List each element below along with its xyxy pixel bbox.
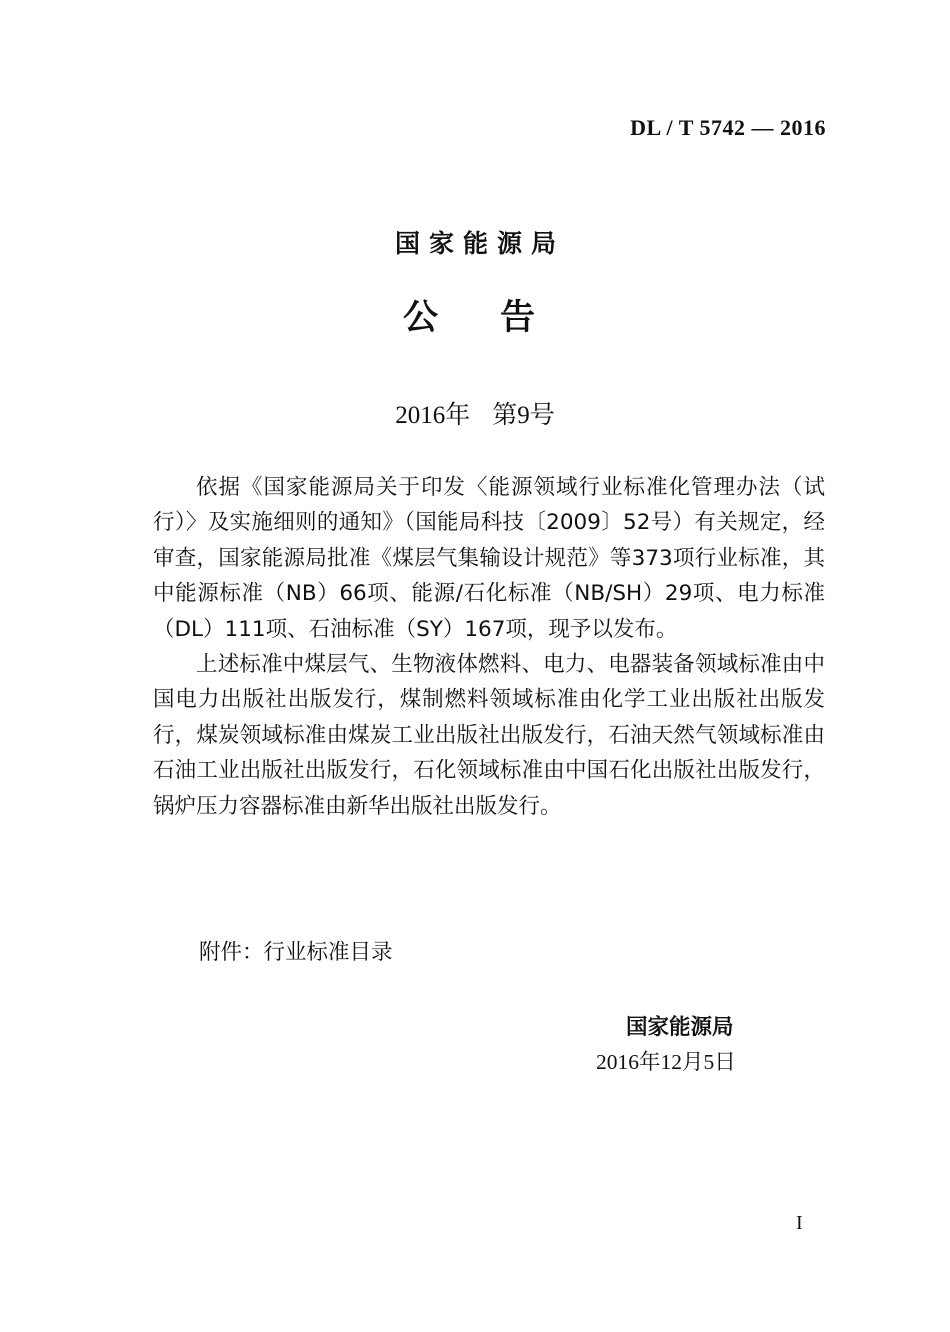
attachment-line: 附件：行业标准目录 bbox=[199, 940, 393, 965]
page-number: I bbox=[796, 1212, 803, 1234]
notice-number bbox=[0, 395, 950, 431]
notice-year: 2016年 bbox=[395, 402, 471, 429]
notice-body bbox=[153, 470, 825, 824]
issuer-name: 国家能源局 bbox=[394, 229, 565, 258]
notice-issue-number: 第9号 bbox=[492, 402, 555, 429]
signature-date: 2016年12月5日 bbox=[596, 1050, 736, 1074]
standard-code: DL / T 5742 — 2016 bbox=[630, 115, 826, 140]
signature-organization: 国家能源局 bbox=[626, 1015, 734, 1040]
body-paragraph-1: 依据《国家能源局关于印发〈能源领域行业标准化管理办法（试行）〉及实施细则的通知》（国能局科技〔2009〕52号）有关规定，经审查，国家能源局批准《煤层气集输设计规范》等373项行业标准，其中能源标准（NB）66项、能源/石化标准（NB/SH）29项、电力标准（DL）111项、石油标准（SY）167项，现予以发布。 bbox=[153, 475, 825, 642]
notice-title: 公告 bbox=[402, 298, 597, 338]
body-paragraph-2: 上述标准中煤层气、生物液体燃料、电力、电器装备领域标准由中国电力出版社出版发行，煤制燃料领域标准由化学工业出版社出版发行，煤炭领域标准由煤炭工业出版社出版发行，石油天然气领域标准由石油工业出版社出版发行，石化领域标准由中国石化出版社出版发行，锅炉压力容器标准由新华出版社出版发行。 bbox=[153, 652, 825, 819]
